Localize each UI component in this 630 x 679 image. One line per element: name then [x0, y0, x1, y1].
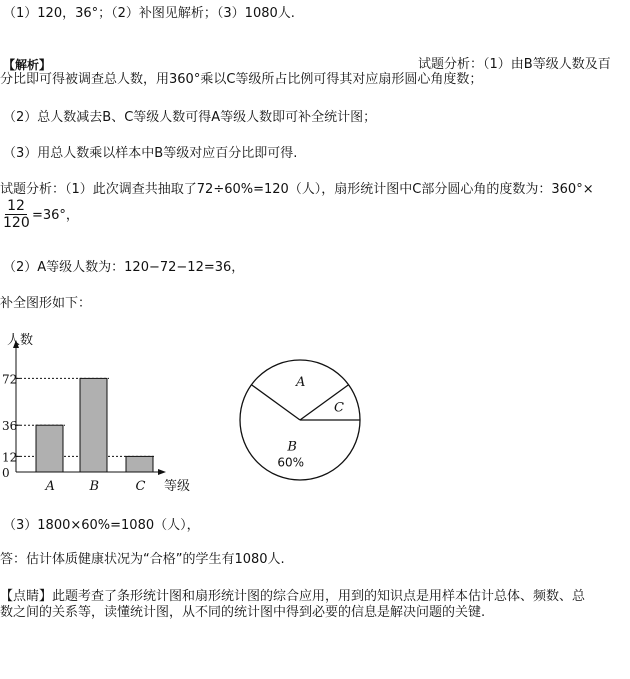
comment-line-2: 数之间的关系等，读懂统计图，从不同的统计图中得到必要的信息是解决问题的关键. — [0, 605, 486, 620]
bar-chart — [2, 332, 190, 494]
fraction-12-over-120 — [3, 198, 29, 231]
comment-line-1: 【点睛】此题考查了条形统计图和扇形统计图的综合应用，用到的知识点是用样本估计总体、频数、总 — [0, 589, 586, 604]
analysis-line-3: （3）用总人数乘以样本中B等级对应百分比即可得. — [3, 146, 298, 161]
x-axis-arrow — [158, 469, 166, 475]
y-tick-label: 0 — [2, 466, 10, 480]
analysis-heading: 【解析】 — [3, 58, 52, 72]
pie-label-a: A — [296, 375, 306, 390]
solution-line-2: （2）A等级人数为：120−72−12=36， — [3, 260, 245, 275]
y-tick-label: 12 — [2, 450, 18, 465]
x-axis-label: 等级 — [164, 479, 191, 494]
answer-line: （1）120，36°；（2）补图见解析；（3）1080人. — [3, 6, 295, 21]
fraction-tail: =36°， — [32, 208, 79, 223]
pie-chart — [240, 360, 360, 480]
y-tick-label: 36 — [2, 419, 18, 434]
solution-line-5: 答：估计体质健康状况为“合格”的学生有1080人. — [0, 552, 285, 567]
category-label-c: C — [135, 479, 146, 494]
bar-a — [36, 425, 63, 472]
analysis-line-1: 分比即可得被调查总人数，用360°乘以C等级所占比例可得其对应扇形圆心角度数； — [0, 72, 483, 87]
solution-line-4: （3）1800×60%=1080（人）， — [3, 518, 200, 533]
pie-label-c: C — [334, 400, 344, 416]
y-axis-label: 人数 — [7, 333, 34, 348]
bar-b — [80, 378, 107, 472]
category-label-a: A — [45, 479, 55, 494]
pie-percent-b: 60% — [277, 455, 305, 470]
y-tick-label: 72 — [2, 372, 18, 387]
category-label-b: B — [89, 479, 100, 494]
figures — [0, 322, 630, 522]
bar-c — [126, 456, 153, 472]
pie-label-b: B — [287, 439, 297, 455]
fraction-denominator: 120 — [3, 215, 30, 231]
solution-line-1: 试题分析：（1）此次调查共抽取了72÷60%=120（人），扇形统计图中C部分圆心角的度数为：360°× — [0, 182, 594, 197]
analysis-line-2: （2）总人数减去B、C等级人数可得A等级人数即可补全统计图； — [3, 110, 377, 125]
solution-line-3: 补全图形如下： — [0, 296, 92, 311]
fraction-numerator: 12 — [7, 198, 25, 214]
analysis-right-lead: 试题分析：（1）由B等级人数及百 — [418, 57, 611, 72]
